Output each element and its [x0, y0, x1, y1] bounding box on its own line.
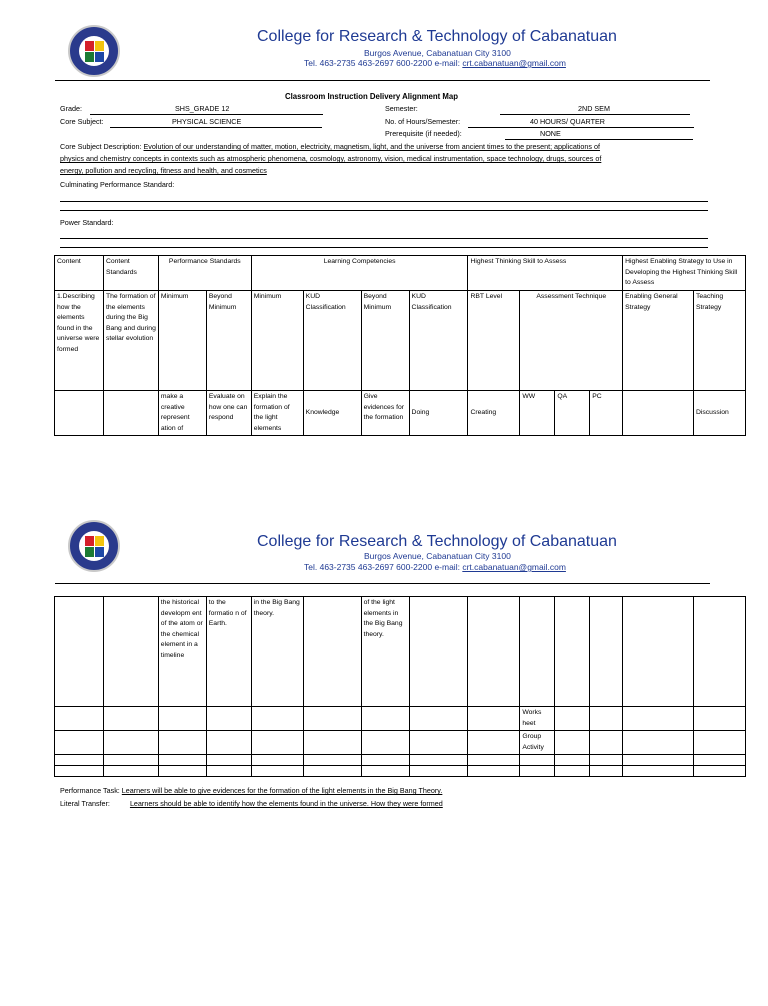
empty-cell — [55, 731, 104, 755]
empty-cell — [361, 707, 409, 731]
description-line-1: Evolution of our understanding of matter, motion, electricity, magnetism, light, and the universe from ancient times to the present; applications of — [143, 142, 601, 151]
empty-cell — [468, 597, 520, 707]
college-address-page-2: Burgos Avenue, Cabanatuan City 3100 — [364, 551, 511, 561]
school-seal-icon — [68, 520, 120, 572]
empty-cell — [251, 766, 303, 777]
empty-cell — [361, 766, 409, 777]
empty-cell — [409, 707, 468, 731]
empty-cell — [590, 707, 623, 731]
empty-cell — [158, 766, 206, 777]
empty-cell — [623, 707, 694, 731]
empty-cell — [694, 707, 746, 731]
empty-cell — [251, 707, 303, 731]
semester-value: 2ND SEM — [578, 104, 610, 113]
empty-cell — [694, 755, 746, 766]
prerequisite-field — [505, 129, 693, 140]
empty-cell — [623, 597, 694, 707]
subheader-lc-beyond: Beyond Minimum — [361, 291, 409, 391]
alignment-table-2 — [54, 596, 746, 777]
ps-minimum-cell: make a creative represent ation of — [158, 391, 206, 436]
table-row — [55, 707, 746, 731]
empty-cell — [361, 731, 409, 755]
subheader-teaching-strategy: Teaching Strategy — [693, 291, 745, 391]
empty-cell — [55, 755, 104, 766]
empty-cell — [623, 755, 694, 766]
empty-cell — [623, 391, 694, 436]
subheader-kud-2: KUD Classification — [409, 291, 468, 391]
qa-cell: QA — [555, 391, 590, 436]
empty-cell — [555, 597, 590, 707]
empty-cell — [590, 755, 623, 766]
lc-minimum-cell: Explain the formation of the light elements — [251, 391, 303, 436]
table-row — [55, 755, 746, 766]
core-subject-value: PHYSICAL SCIENCE — [172, 117, 242, 126]
college-contact — [304, 58, 566, 68]
header-highest-enabling-strategy: Highest Enabling Strategy to Use in Developing the Highest Thinking Skill to Assess — [623, 256, 746, 291]
empty-cell — [303, 707, 361, 731]
empty-cell — [409, 731, 468, 755]
culminating-line-1 — [60, 201, 708, 202]
teaching-strategy-cell: Discussion — [693, 391, 745, 436]
description-block — [60, 142, 600, 152]
literal-transfer — [60, 799, 443, 809]
empty-cell — [520, 766, 555, 777]
empty-cell — [55, 766, 104, 777]
subheader-rbt-level: RBT Level — [468, 291, 520, 391]
empty-cell — [303, 597, 361, 707]
empty-cell — [555, 707, 590, 731]
lc-minimum-cont-cell: in the Big Bang theory. — [251, 597, 303, 707]
empty-cell — [303, 755, 361, 766]
table-row — [55, 291, 746, 391]
empty-cell — [206, 755, 251, 766]
pc-cell: PC — [590, 391, 623, 436]
empty-cell — [55, 597, 104, 707]
empty-cell — [468, 731, 520, 755]
empty-cell — [468, 766, 520, 777]
performance-task-label: Performance Task: — [60, 786, 120, 795]
power-standard-label: Power Standard: — [60, 218, 114, 227]
ps-beyond-cont-cell: to the formatio n of Earth. — [206, 597, 251, 707]
empty-cell — [590, 597, 623, 707]
ps-minimum-cont-cell: the historical developm ent of the atom or the chemical element in a timeline — [158, 597, 206, 707]
header-divider — [55, 583, 710, 584]
culminating-line-2 — [60, 210, 708, 211]
grade-value: SHS_GRADE 12 — [175, 104, 230, 113]
empty-cell — [694, 766, 746, 777]
hours-value: 40 HOURS/ QUARTER — [530, 117, 605, 126]
power-line-2 — [60, 247, 708, 248]
empty-cell — [55, 707, 104, 731]
empty-cell — [409, 597, 468, 707]
empty-cell — [623, 731, 694, 755]
empty-cell — [409, 755, 468, 766]
performance-task — [60, 786, 442, 796]
content-standard-cell: The formation of the elements during the Big Bang and during stellar evolution — [103, 291, 158, 391]
lc-beyond-cell: Give evidences for the formation — [361, 391, 409, 436]
ww-cell: WW — [520, 391, 555, 436]
empty-cell — [206, 731, 251, 755]
power-line-1 — [60, 238, 708, 239]
empty-cell — [694, 731, 746, 755]
culminating-label: Culminating Performance Standard: — [60, 180, 175, 189]
empty-cell — [103, 597, 158, 707]
empty-cell — [251, 731, 303, 755]
group-activity-cell: Group Activity — [520, 731, 555, 755]
empty-cell — [409, 766, 468, 777]
telephone-text: Tel. 463-2735 463-2697 600-2200 e-mail: — [304, 58, 460, 68]
college-name: College for Research & Technology of Cabanatuan — [257, 28, 617, 45]
empty-cell — [590, 766, 623, 777]
empty-cell — [303, 766, 361, 777]
alignment-table-1 — [54, 255, 746, 436]
empty-cell — [251, 755, 303, 766]
performance-task-text: Learners will be able to give evidences for the formation of the light elements in the Big Bang Theory. — [121, 786, 443, 795]
empty-cell — [468, 707, 520, 731]
header-highest-thinking-skill: Highest Thinking Skill to Assess — [468, 256, 623, 291]
semester-label: Semester: — [385, 104, 418, 113]
hours-label: No. of Hours/Semester: — [385, 117, 461, 126]
header-performance-standards: Performance Standards — [158, 256, 251, 291]
empty-cell — [468, 755, 520, 766]
empty-cell — [158, 755, 206, 766]
empty-cell — [555, 766, 590, 777]
header-content-standards: Content Standards — [103, 256, 158, 291]
kud-1-cell: Knowledge — [303, 391, 361, 436]
subheader-enabling-general: Enabling General Strategy — [623, 291, 694, 391]
subheader-lc-minimum: Minimum — [251, 291, 303, 391]
grade-field — [90, 104, 323, 115]
email-link[interactable]: crt.cabanatuan@gmail.com — [462, 58, 566, 68]
rbt-cell: Creating — [468, 391, 520, 436]
header-learning-competencies: Learning Competencies — [251, 256, 468, 291]
document-title: Classroom Instruction Delivery Alignment Map — [285, 92, 459, 101]
empty-cell — [590, 731, 623, 755]
grade-label: Grade: — [60, 104, 82, 113]
prerequisite-value: NONE — [540, 129, 561, 138]
header-content: Content — [55, 256, 104, 291]
college-address: Burgos Avenue, Cabanatuan City 3100 — [364, 48, 511, 58]
subheader-minimum: Minimum — [158, 291, 206, 391]
empty-cell — [103, 766, 158, 777]
table-header-row — [55, 256, 746, 291]
table-row — [55, 391, 746, 436]
school-seal-icon — [68, 25, 120, 77]
empty-cell — [520, 755, 555, 766]
header-divider — [55, 80, 710, 81]
empty-cell — [623, 766, 694, 777]
empty-cell — [206, 707, 251, 731]
empty-cell — [520, 597, 555, 707]
email-link[interactable]: crt.cabanatuan@gmail.com — [462, 562, 566, 572]
prerequisite-label: Prerequisite (if needed): — [385, 129, 462, 138]
college-contact-page-2 — [304, 562, 566, 572]
empty-cell — [206, 766, 251, 777]
empty-cell — [694, 597, 746, 707]
table-row — [55, 766, 746, 777]
empty-cell — [158, 731, 206, 755]
empty-cell — [555, 755, 590, 766]
table-row — [55, 731, 746, 755]
literal-transfer-text: Learners should be able to identify how the elements found in the universe. How they were formed — [129, 799, 443, 808]
empty-cell — [103, 707, 158, 731]
empty-cell — [555, 731, 590, 755]
description-line-2: physics and chemistry concepts in contexts such as atmospheric phenomena, cosmology, astronomy, vision, medical instrumentation, space technology, drugs, sources of — [60, 154, 602, 163]
semester-field — [500, 104, 690, 115]
empty-cell — [158, 707, 206, 731]
subheader-beyond-minimum: Beyond Minimum — [206, 291, 251, 391]
empty-cell — [103, 755, 158, 766]
kud-2-cell: Doing — [409, 391, 468, 436]
hours-field — [468, 117, 694, 128]
description-label: Core Subject Description: — [60, 142, 142, 151]
worksheet-cell: Works heet — [520, 707, 555, 731]
empty-cell — [361, 755, 409, 766]
empty-cell — [303, 731, 361, 755]
core-subject-label: Core Subject: — [60, 117, 104, 126]
ps-beyond-cell: Evaluate on how one can respond — [206, 391, 251, 436]
core-subject-field — [110, 117, 322, 128]
telephone-text: Tel. 463-2735 463-2697 600-2200 e-mail: — [304, 562, 460, 572]
empty-cell — [55, 391, 104, 436]
lc-beyond-cont-cell: of the light elements in the Big Bang theory. — [361, 597, 409, 707]
college-name-page-2: College for Research & Technology of Cabanatuan — [257, 533, 617, 550]
subheader-assessment-technique: Assessment Technique — [520, 291, 623, 391]
description-line-3: energy, pollution and recycling, fitness and health, and cosmetics — [60, 166, 267, 175]
table-row — [55, 597, 746, 707]
empty-cell — [103, 391, 158, 436]
subheader-kud-1: KUD Classification — [303, 291, 361, 391]
literal-transfer-label: Literal Transfer: — [60, 799, 110, 808]
content-cell: 1.Describing how the elements found in the universe were formed — [55, 291, 104, 391]
empty-cell — [103, 731, 158, 755]
